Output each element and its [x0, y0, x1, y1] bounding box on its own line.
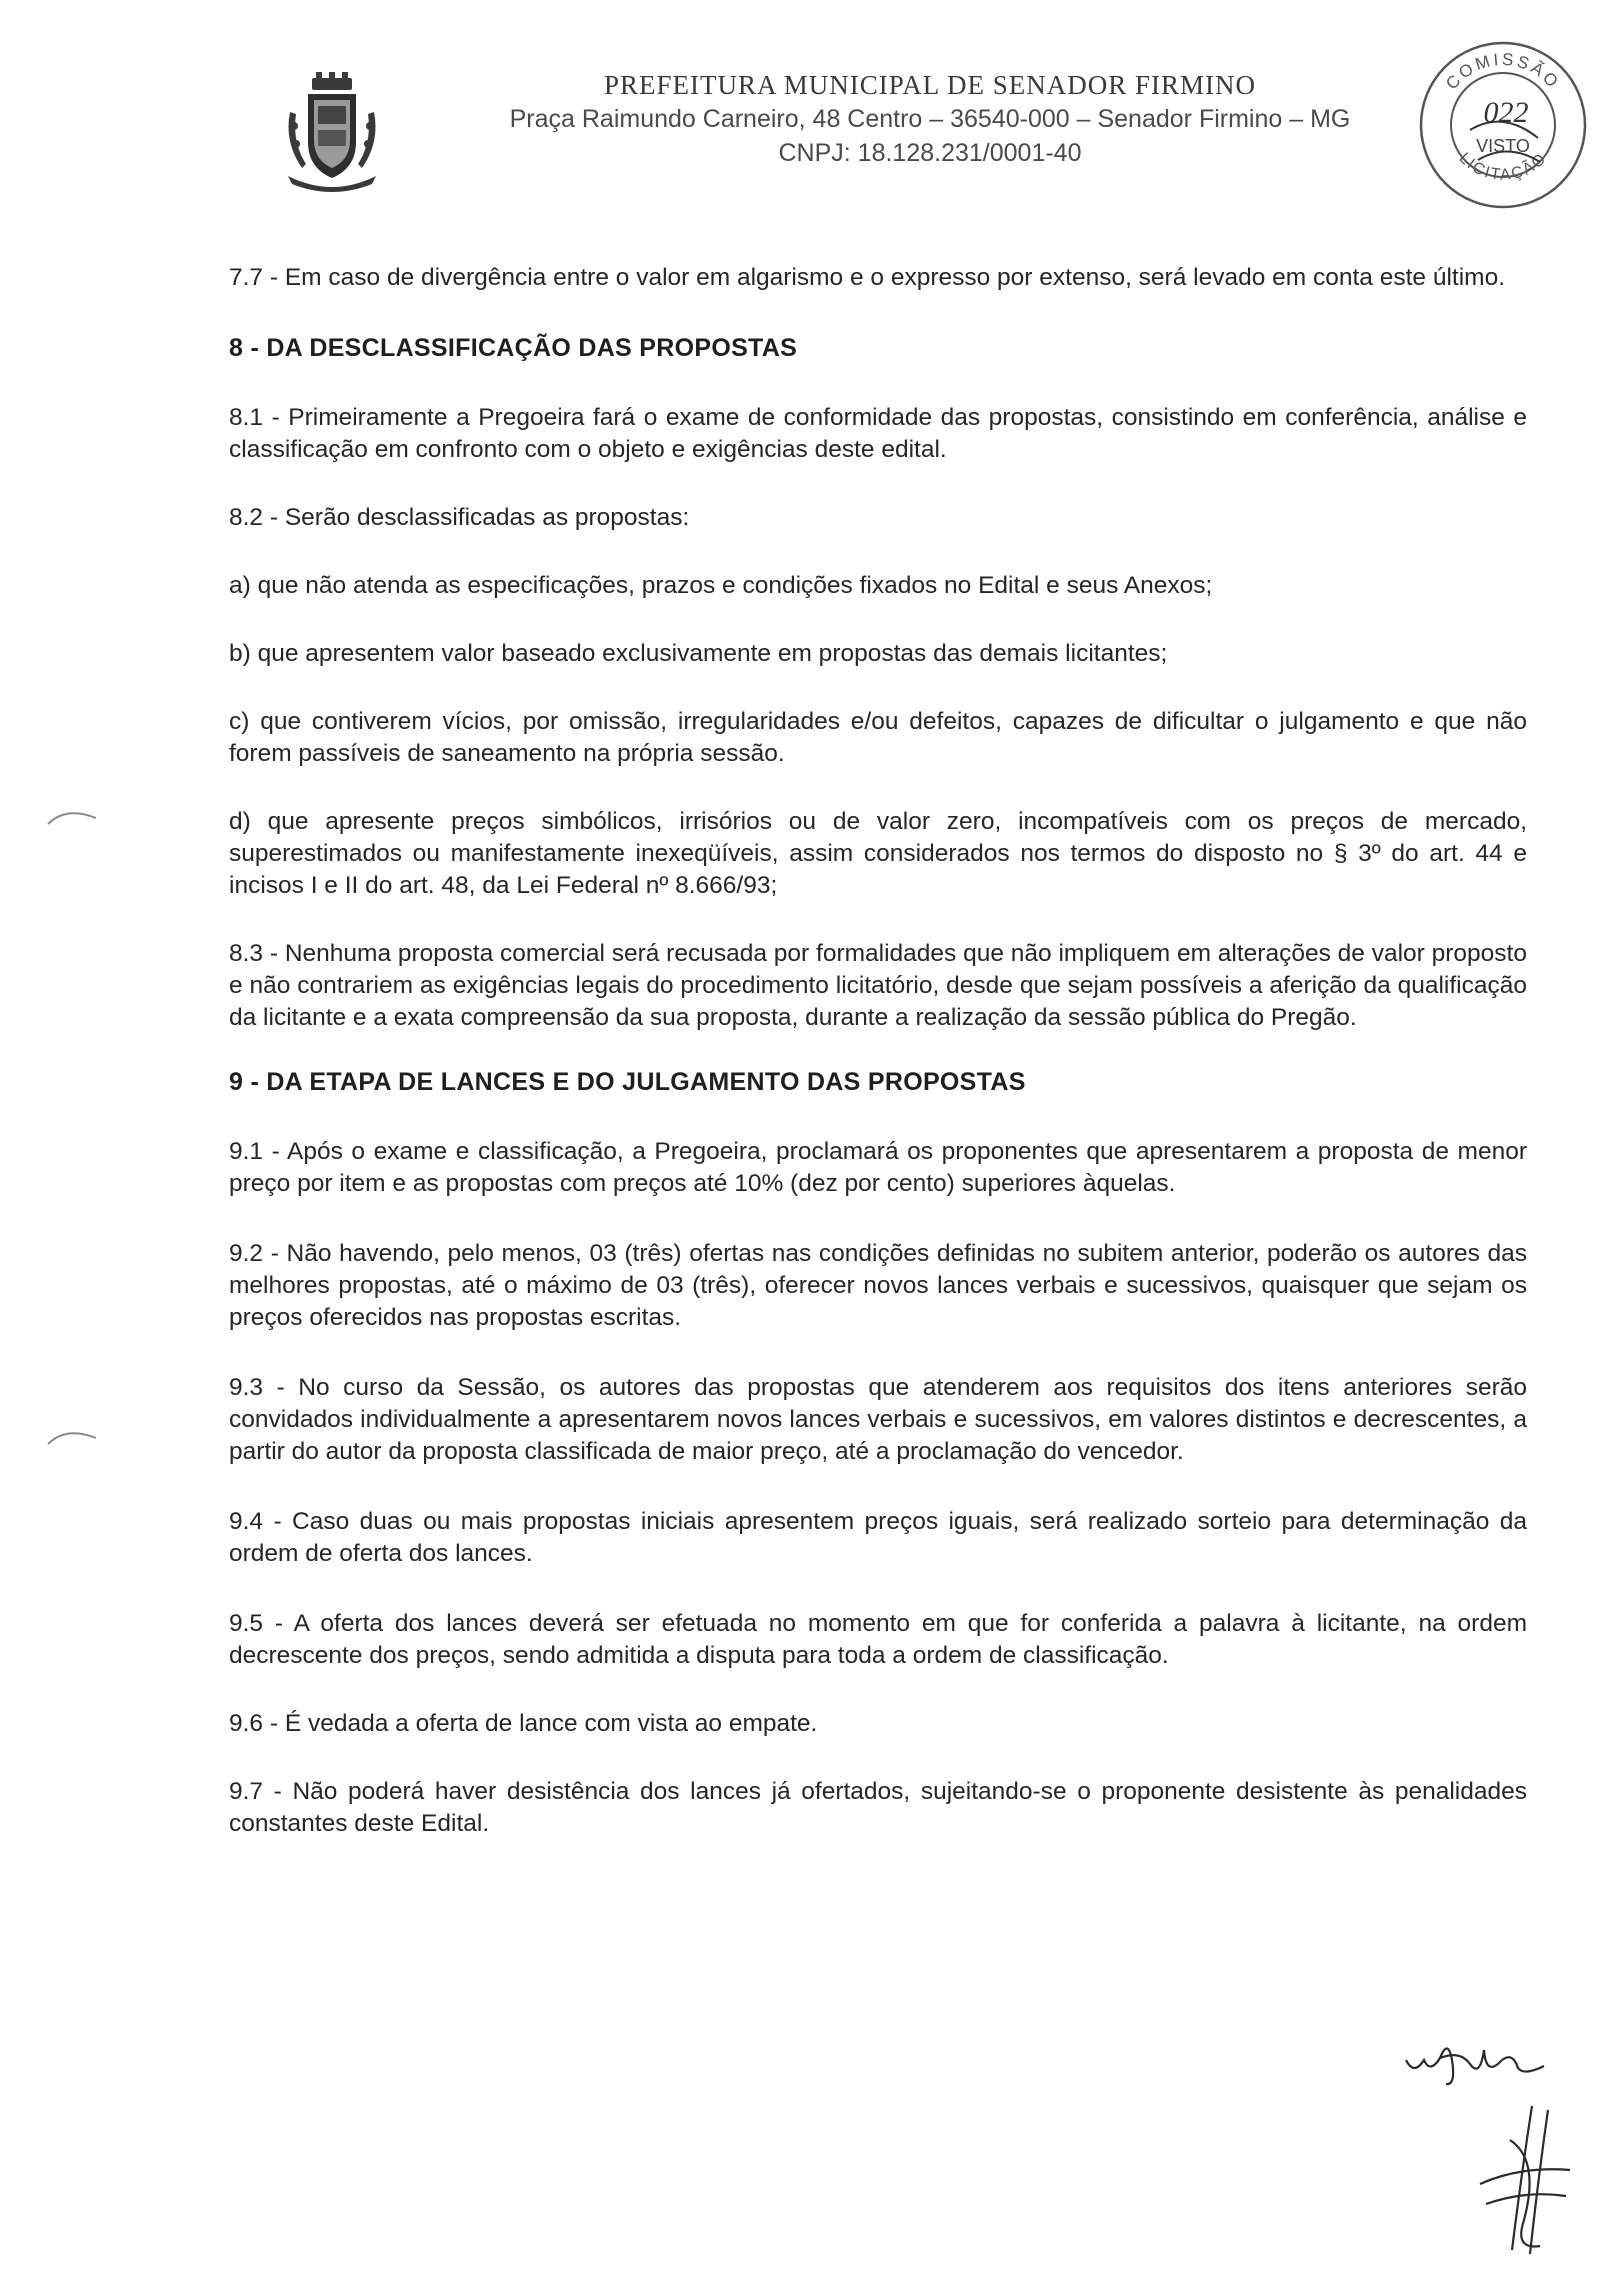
paragraph: 8.1 - Primeiramente a Pregoeira fará o exame de conformidade das propostas, consistindo em conferência, análise e classificação em confronto com o objeto e exigências deste edital. — [229, 404, 1527, 463]
paragraph: 9.4 - Caso duas ou mais propostas iniciais apresentem preços iguais, será realizado sorteio para determinação da ordem de oferta dos lances. — [229, 1508, 1527, 1567]
paragraph: 8.3 - Nenhuma proposta comercial será recusada por formalidades que não impliquem em alterações de valor proposto e não contrariem as exigências legais do procedimento licitatório, desde que sejam possíveis a aferição da qualificação da licitante e a exata compreensão da sua proposta, durante a realização da sessão pública do Pregão. — [229, 940, 1527, 1031]
margin-pen-mark-icon — [44, 800, 100, 830]
section-heading: 9 - DA ETAPA DE LANCES E DO JULGAMENTO DAS PROPOSTAS — [229, 1068, 1026, 1096]
paragraph: 9.1 - Após o exame e classificação, a Pregoeira, proclamará os proponentes que apresentarem a proposta de menor preço por item e as propostas com preços até 10% (dez por cento) superiores àquelas. — [229, 1138, 1527, 1197]
paragraph: b) que apresentem valor baseado exclusivamente em propostas das demais licitantes; — [229, 640, 1168, 667]
municipal-crest-icon — [282, 72, 382, 198]
margin-pen-mark-icon — [44, 1420, 100, 1450]
stamp-number: 022 — [1483, 96, 1529, 129]
paragraph: a) que não atenda as especificações, prazos e condições fixados no Edital e seus Anexos; — [229, 572, 1213, 599]
organization-address: Praça Raimundo Carneiro, 48 Centro – 36540-000 – Senador Firmino – MG — [509, 105, 1351, 133]
paragraph: 7.7 - Em caso de divergência entre o valor em algarismo e o expresso por extenso, será levado em conta este último. — [229, 264, 1506, 291]
paragraph: 9.3 - No curso da Sessão, os autores das propostas que atenderem aos requisitos dos itens anteriores serão convidados individualmente a apresentarem novos lances verbais e sucessivos, em valores distintos e decrescentes, a partir do autor da proposta classificada de maior preço, até a proclamação do vencedor. — [229, 1374, 1527, 1465]
signature-icon — [1400, 2020, 1550, 2090]
paragraph: 9.6 - É vedada a oferta de lance com vista ao empate. — [229, 1710, 818, 1737]
paragraph: 8.2 - Serão desclassificadas as propostas: — [229, 504, 690, 531]
stamp-bottom-text: LICITAÇÃO — [1455, 149, 1551, 184]
commission-stamp-icon — [1408, 30, 1598, 220]
paragraph: 9.2 - Não havendo, pelo menos, 03 (três) ofertas nas condições definidas no subitem anterior, poderão os autores das melhores propostas, até o máximo de 03 (três), oferecer novos lances verbais e sucessivos, quaisquer que sejam os preços oferecidos nas propostas escritas. — [229, 1240, 1527, 1331]
document-body — [229, 262, 1527, 1840]
organization-cnpj: CNPJ: 18.128.231/0001-40 — [778, 139, 1082, 167]
letterhead — [440, 68, 1420, 170]
paragraph: d) que apresente preços simbólicos, irrisórios ou de valor zero, incompatíveis com os preços de mercado, superestimados ou manifestamente inexeqüíveis, assim considerados nos termos do disposto no § 3º do art. 44 e incisos I e II do art. 48, da Lei Federal nº 8.666/93; — [229, 808, 1527, 899]
paragraph: 9.7 - Não poderá haver desistência dos lances já ofertados, sujeitando-se o proponente desistente às penalidades constantes deste Edital. — [229, 1778, 1527, 1837]
stamp-top-text: COMISSÃO — [1442, 49, 1564, 94]
section-heading: 8 - DA DESCLASSIFICAÇÃO DAS PROPOSTAS — [229, 334, 798, 362]
organization-name: PREFEITURA MUNICIPAL DE SENADOR FIRMINO — [603, 70, 1257, 100]
paragraph: c) que contiverem vícios, por omissão, irregularidades e/ou defeitos, capazes de dificultar o julgamento e que não forem passíveis de saneamento na própria sessão. — [229, 708, 1527, 767]
paragraph: 9.5 - A oferta dos lances deverá ser efetuada no momento em que for conferida a palavra à licitante, na ordem decrescente dos preços, sendo admitida a disputa para toda a ordem de classificação. — [229, 1610, 1527, 1669]
signature-icon — [1470, 2100, 1580, 2260]
stamp-visto: VISTO — [1476, 136, 1530, 156]
